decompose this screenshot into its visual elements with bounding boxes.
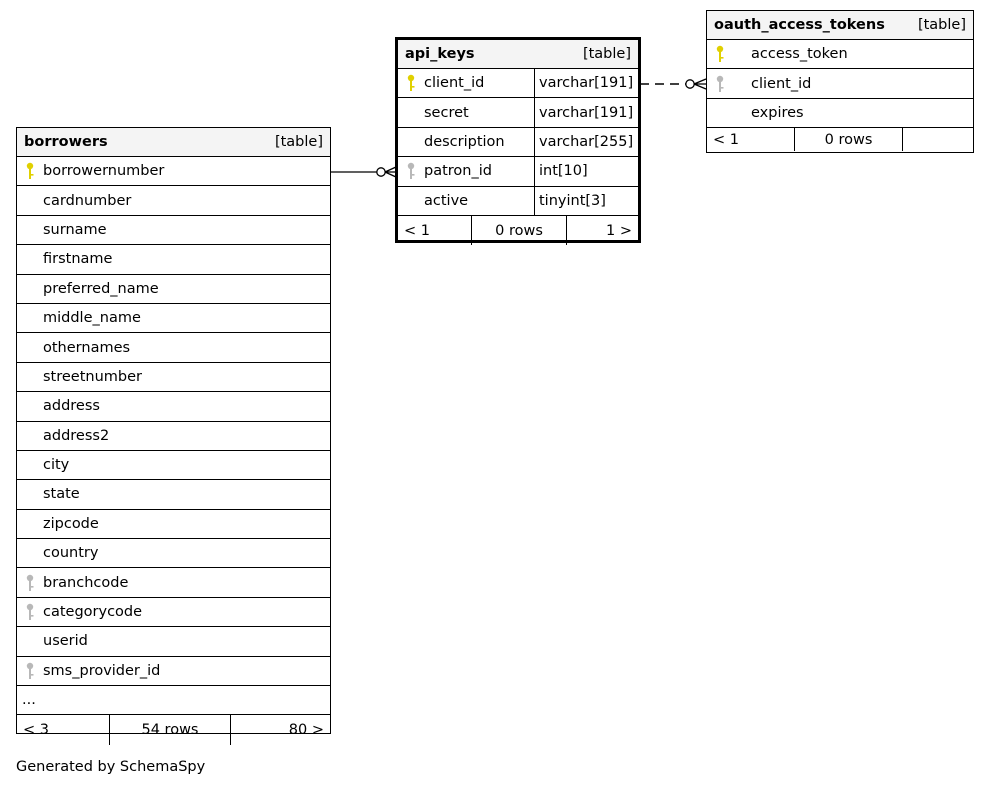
table-footer [398,216,638,245]
column-row[interactable] [707,69,973,98]
column-name: client_id [424,75,485,92]
column-name: branchcode [43,574,129,591]
footer-row-count: 0 rows [795,128,903,151]
table-borrowers[interactable] [16,127,331,739]
primary-key-icon [715,45,725,63]
column-type: varchar[191] [534,69,638,97]
column-row[interactable] [17,245,330,274]
column-name: preferred_name [43,280,159,297]
table-type-label: [table] [917,17,966,33]
column-type: tinyint[3] [534,187,638,215]
column-name: client_id [751,75,812,92]
column-row[interactable] [17,539,330,568]
table-api-keys[interactable] [395,37,641,243]
table-title: borrowers [24,134,108,150]
table-oauth-access-tokens[interactable] [706,10,974,153]
column-name: firstname [43,251,113,268]
foreign-key-icon [25,662,35,680]
primary-key-icon [25,162,35,180]
column-name: country [43,545,99,562]
column-type: varchar[191] [534,98,638,126]
column-name: access_token [751,46,848,63]
column-row[interactable] [398,69,638,98]
foreign-key-icon [25,574,35,592]
relation-crowfoot-marker [694,79,706,89]
footer-parents[interactable]: < 1 [398,216,472,245]
column-name: city [43,457,70,474]
footer-parents[interactable]: < 1 [707,128,795,151]
column-name: secret [424,104,469,121]
column-name: userid [43,633,88,650]
footer-parents[interactable]: < 3 [17,715,110,744]
table-header[interactable] [398,40,638,69]
column-name: active [424,192,469,209]
generated-by-text: Generated by SchemaSpy [16,759,206,775]
foreign-key-icon [406,162,416,180]
footer-children[interactable]: 1 > [606,222,632,239]
table-type-label: [table] [274,134,323,150]
column-row[interactable] [17,510,330,539]
column-row[interactable] [17,392,330,421]
column-name: categorycode [43,604,143,621]
column-type: int[10] [534,157,638,185]
footer-row-count: 0 rows [472,216,567,245]
column-row[interactable] [17,422,330,451]
table-header[interactable] [17,128,330,157]
column-row[interactable] [707,99,973,128]
column-name: address2 [43,427,110,444]
foreign-key-icon [715,75,725,93]
column-row[interactable] [17,363,330,392]
column-row[interactable] [707,40,973,69]
primary-key-icon [406,74,416,92]
column-name: expires [751,104,804,121]
column-row[interactable] [17,157,330,186]
column-name: sms_provider_id [43,662,161,679]
column-row[interactable] [17,186,330,215]
column-name: borrowernumber [43,163,165,180]
table-title: oauth_access_tokens [714,17,885,33]
more-columns-text: ... [22,692,36,709]
relation-optional-marker [377,168,385,176]
column-name: surname [43,221,107,238]
column-type: varchar[255] [534,128,638,156]
table-footer [707,128,973,151]
column-row[interactable] [17,568,330,597]
more-columns[interactable] [17,686,330,715]
column-name: address [43,398,100,415]
column-row[interactable] [17,480,330,509]
column-row[interactable] [398,128,638,157]
column-name: zipcode [43,515,99,532]
column-row[interactable] [398,98,638,127]
footer-children[interactable] [903,128,973,151]
relation-optional-marker [686,80,694,88]
column-row[interactable] [17,216,330,245]
column-row[interactable] [17,275,330,304]
column-row[interactable] [398,187,638,216]
column-name: othernames [43,339,131,356]
column-row[interactable] [17,304,330,333]
column-row[interactable] [17,657,330,686]
footer-row-count: 54 rows [110,715,231,744]
column-row[interactable] [17,627,330,656]
column-name: description [424,133,505,150]
foreign-key-icon [25,603,35,621]
column-row[interactable] [17,451,330,480]
column-name: cardnumber [43,192,132,209]
column-name: streetnumber [43,368,143,385]
table-type-label: [table] [582,46,631,62]
column-row[interactable] [17,333,330,362]
footer-children[interactable]: 80 > [288,722,324,739]
table-footer [17,715,330,744]
table-header[interactable] [707,11,973,40]
column-row[interactable] [398,157,638,186]
column-row[interactable] [17,598,330,627]
column-name: middle_name [43,310,141,327]
column-name: patron_id [424,163,492,180]
table-title: api_keys [405,46,475,62]
column-name: state [43,486,80,503]
